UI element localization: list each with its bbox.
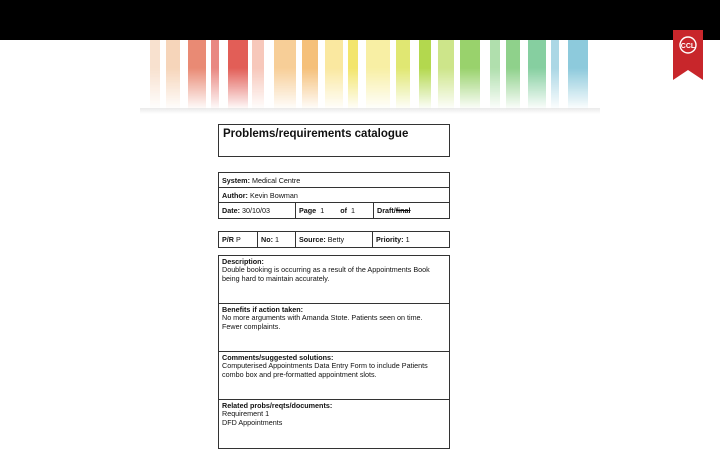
comments-line: combo box and pre-formatted appointment slots. xyxy=(222,369,377,379)
related-line: DFD Appointments xyxy=(222,417,283,427)
catalogue-title-box xyxy=(218,124,450,157)
banner-stripe xyxy=(366,40,390,110)
reference-row xyxy=(219,232,449,247)
related-section xyxy=(219,400,449,448)
benefits-line: No more arguments with Amanda Stote. Patients seen on time. xyxy=(222,313,423,323)
svg-text:CCL: CCL xyxy=(680,43,696,50)
author-row xyxy=(219,188,449,203)
banner-stripe xyxy=(396,40,410,110)
header-table xyxy=(218,172,450,219)
author-label: Author: xyxy=(222,190,248,200)
comments-heading: Comments/suggested solutions: xyxy=(222,353,334,362)
page-value: 1 xyxy=(320,206,325,215)
date-row xyxy=(219,203,449,218)
banner-stripe xyxy=(252,40,264,110)
of-label: of xyxy=(340,206,347,215)
description-line: being hard to maintain accurately. xyxy=(222,273,330,283)
final-label: final xyxy=(395,206,411,215)
benefits-line: Fewer complaints. xyxy=(222,321,281,331)
banner-stripe xyxy=(150,40,160,110)
banner-stripe xyxy=(228,40,248,110)
related-heading: Related probs/reqts/documents: xyxy=(222,401,333,410)
banner-stripe xyxy=(274,40,296,110)
banner-stripe xyxy=(490,40,500,110)
pr-label: P/R xyxy=(222,235,234,244)
system-value: Medical Centre xyxy=(251,175,301,185)
rainbow-stripes-banner xyxy=(140,40,600,110)
banner-stripe xyxy=(302,40,318,110)
banner-stripe xyxy=(188,40,206,110)
banner-reflection xyxy=(140,108,600,114)
banner-stripe xyxy=(419,40,431,110)
banner-stripe xyxy=(325,40,343,110)
benefits-section xyxy=(219,304,449,352)
catalogue-title: Problems/requirements catalogue xyxy=(223,128,409,140)
comments-line: Computerised Appointments Data Entry Form to include Patients xyxy=(222,361,428,371)
banner-stripe xyxy=(568,40,588,110)
banner-stripe xyxy=(460,40,480,110)
reference-table xyxy=(218,231,450,248)
no-value: 1 xyxy=(274,235,279,244)
details-table xyxy=(218,255,450,449)
date-value: 30/10/03 xyxy=(241,206,270,215)
of-value: 1 xyxy=(350,206,355,215)
ccl-logo-icon xyxy=(673,30,703,80)
benefits-heading: Benefits if action taken: xyxy=(222,305,304,314)
related-line: Requirement 1 xyxy=(222,409,270,419)
priority-label: Priority: xyxy=(376,235,404,244)
draft-label: Draft/ xyxy=(377,206,396,215)
banner-stripe xyxy=(211,40,219,110)
source-value: Betty xyxy=(327,235,345,244)
author-value: Kevin Bowman xyxy=(249,190,298,200)
page-label: Page xyxy=(299,206,317,215)
description-section xyxy=(219,256,449,304)
priority-value: 1 xyxy=(405,235,410,244)
banner-stripe xyxy=(438,40,454,110)
date-label: Date: xyxy=(222,206,240,215)
banner-stripe xyxy=(348,40,358,110)
system-row xyxy=(219,173,449,188)
pr-value: P xyxy=(235,235,241,244)
banner-stripe xyxy=(551,40,559,110)
no-label: No: xyxy=(261,235,273,244)
top-bar xyxy=(0,0,720,40)
banner-stripe xyxy=(166,40,180,110)
banner-stripe xyxy=(506,40,520,110)
banner-stripe xyxy=(528,40,546,110)
comments-section xyxy=(219,352,449,400)
description-line: Double booking is occurring as a result of the Appointments Book xyxy=(222,265,430,275)
source-label: Source: xyxy=(299,235,326,244)
system-label: System: xyxy=(222,175,250,185)
description-heading: Description: xyxy=(222,257,264,266)
